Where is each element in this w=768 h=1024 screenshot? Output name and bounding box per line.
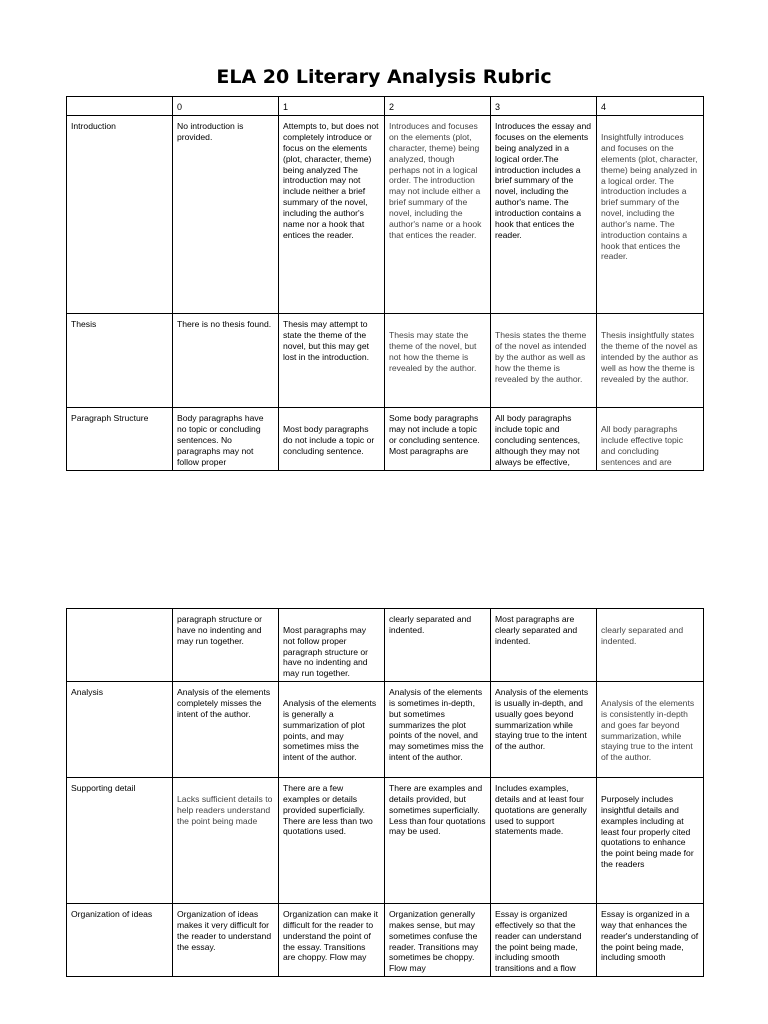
rubric-cell-score-3: All body paragraphs include topic and concluding sentences, although they may not always be effective, — [491, 408, 597, 470]
rubric-cell-score-2: Organization generally makes sense, but may sometimes confuse the reader. Transitions may sometimes be choppy. Flow may — [385, 904, 491, 977]
rubric-cell-score-0: No introduction is provided. — [173, 116, 279, 314]
rubric-cell-score-3: Most paragraphs are clearly separated and indented. — [491, 609, 597, 682]
rubric-cell-score-0: Lacks sufficient details to help readers understand the point being made — [173, 778, 279, 904]
rubric-cell-score-2: Introduces and focuses on the elements (plot, character, theme) being analyzed, though perhaps not in a logical order. The introduction may not include either a brief summary of the novel, including the author's name or a hook that entices the reader. — [385, 116, 491, 314]
rubric-row-organization-of-ideas — [67, 904, 704, 977]
rubric-cell-score-3: Includes examples, details and at least four quotations are generally used to support statements made. — [491, 778, 597, 904]
header-cell-score-1: 1 — [279, 97, 385, 116]
rubric-table-page-1 — [66, 96, 704, 471]
rubric-cell-score-4: Thesis insightfully states the theme of the novel as intended by the author as well as how the theme is revealed by the author. — [597, 314, 704, 408]
rubric-cell-score-0: Organization of ideas makes it very difficult for the reader to understand the essay. — [173, 904, 279, 977]
rubric-cell-score-2: Some body paragraphs may not include a topic or concluding sentence. Most paragraphs are — [385, 408, 491, 470]
header-row — [67, 97, 704, 116]
criterion-label: Introduction — [67, 116, 173, 314]
rubric-cell-score-2: clearly separated and indented. — [385, 609, 491, 682]
rubric-cell-score-1: Most body paragraphs do not include a topic or concluding sentence. — [279, 408, 385, 470]
rubric-table-page-2 — [66, 608, 704, 977]
rubric-row-introduction — [67, 116, 704, 314]
header-cell-score-4: 4 — [597, 97, 704, 116]
rubric-cell-score-3: Thesis states the theme of the novel as intended by the author as well as how the theme is revealed by the author. — [491, 314, 597, 408]
rubric-cell-score-4: Analysis of the elements is consistently in-depth and goes far beyond summarization, while staying true to the intent of the author. — [597, 682, 704, 778]
rubric-cell-score-4: Essay is organized in a way that enhances the reader's understanding of the point being made, including smooth — [597, 904, 704, 977]
rubric-cell-score-2: Analysis of the elements is sometimes in-depth, but sometimes summarizes the plot points of the novel, and may sometimes miss the intent of the author. — [385, 682, 491, 778]
criterion-label: Organization of ideas — [67, 904, 173, 977]
criterion-label: Supporting detail — [67, 778, 173, 904]
rubric-row-analysis — [67, 682, 704, 778]
rubric-cell-score-0: There is no thesis found. — [173, 314, 279, 408]
document-title: ELA 20 Literary Analysis Rubric — [216, 66, 552, 88]
rubric-row-paragraph-structure — [67, 408, 704, 470]
rubric-cell-score-2: There are examples and details provided, but sometimes superficially. Less than four quotations may be used. — [385, 778, 491, 904]
rubric-cell-score-1: Analysis of the elements is generally a summarization of plot points, and may sometimes miss the intent of the author. — [279, 682, 385, 778]
rubric-cell-score-3: Analysis of the elements is usually in-depth, and usually goes beyond summarization while staying true to the intent of the author. — [491, 682, 597, 778]
criterion-label: Thesis — [67, 314, 173, 408]
rubric-row-supporting-detail — [67, 778, 704, 904]
rubric-row-thesis — [67, 314, 704, 408]
rubric-cell-score-0: paragraph structure or have no indenting and may run together. — [173, 609, 279, 682]
header-cell-score-3: 3 — [491, 97, 597, 116]
rubric-cell-score-0: Analysis of the elements completely misses the intent of the author. — [173, 682, 279, 778]
header-cell-criterion — [67, 97, 173, 116]
rubric-cell-score-3: Introduces the essay and focuses on the elements being analyzed in a logical order.The introduction includes a brief summary of the novel, including the author's name. The introduction contains a hook that entices the reader. — [491, 116, 597, 314]
rubric-cell-score-4: clearly separated and indented. — [597, 609, 704, 682]
rubric-cell-score-0: Body paragraphs have no topic or concluding sentences. No paragraphs may not follow proper — [173, 408, 279, 470]
rubric-cell-score-2: Thesis may state the theme of the novel, but not how the theme is revealed by the author. — [385, 314, 491, 408]
rubric-cell-score-1: Organization can make it difficult for the reader to understand the point of the essay. Transitions are choppy. Flow may — [279, 904, 385, 977]
criterion-label: Paragraph Structure — [67, 408, 173, 470]
rubric-cell-score-1: Thesis may attempt to state the theme of the novel, but this may get lost in the introduction. — [279, 314, 385, 408]
rubric-cell-score-1: Most paragraphs may not follow proper paragraph structure or have no indenting and may run together. — [279, 609, 385, 682]
header-cell-score-0: 0 — [173, 97, 279, 116]
rubric-row-paragraph-structure-continued — [67, 609, 704, 682]
rubric-cell-score-4: Purposely includes insightful details and examples including at least four properly cited quotations to enhance the point being made for the readers — [597, 778, 704, 904]
header-cell-score-2: 2 — [385, 97, 491, 116]
rubric-cell-score-4: All body paragraphs include effective topic and concluding sentences and are — [597, 408, 704, 470]
rubric-cell-score-1: There are a few examples or details provided superficially. There are less than two quotations used. — [279, 778, 385, 904]
criterion-label: Analysis — [67, 682, 173, 778]
rubric-cell-score-3: Essay is organized effectively so that the reader can understand the point being made, including smooth transitions and a flow — [491, 904, 597, 977]
criterion-label — [67, 609, 173, 682]
rubric-cell-score-1: Attempts to, but does not completely introduce or focus on the elements (plot, character, theme) being analyzed The introduction may not include neither a brief summary of the novel, including the author's name nor a hook that entices the reader. — [279, 116, 385, 314]
rubric-cell-score-4: Insightfully introduces and focuses on the elements (plot, character, theme) being analyzed in a logical order. The introduction includes a brief summary of the novel, including the author's name. The introduction contains a hook that entices the reader. — [597, 116, 704, 314]
